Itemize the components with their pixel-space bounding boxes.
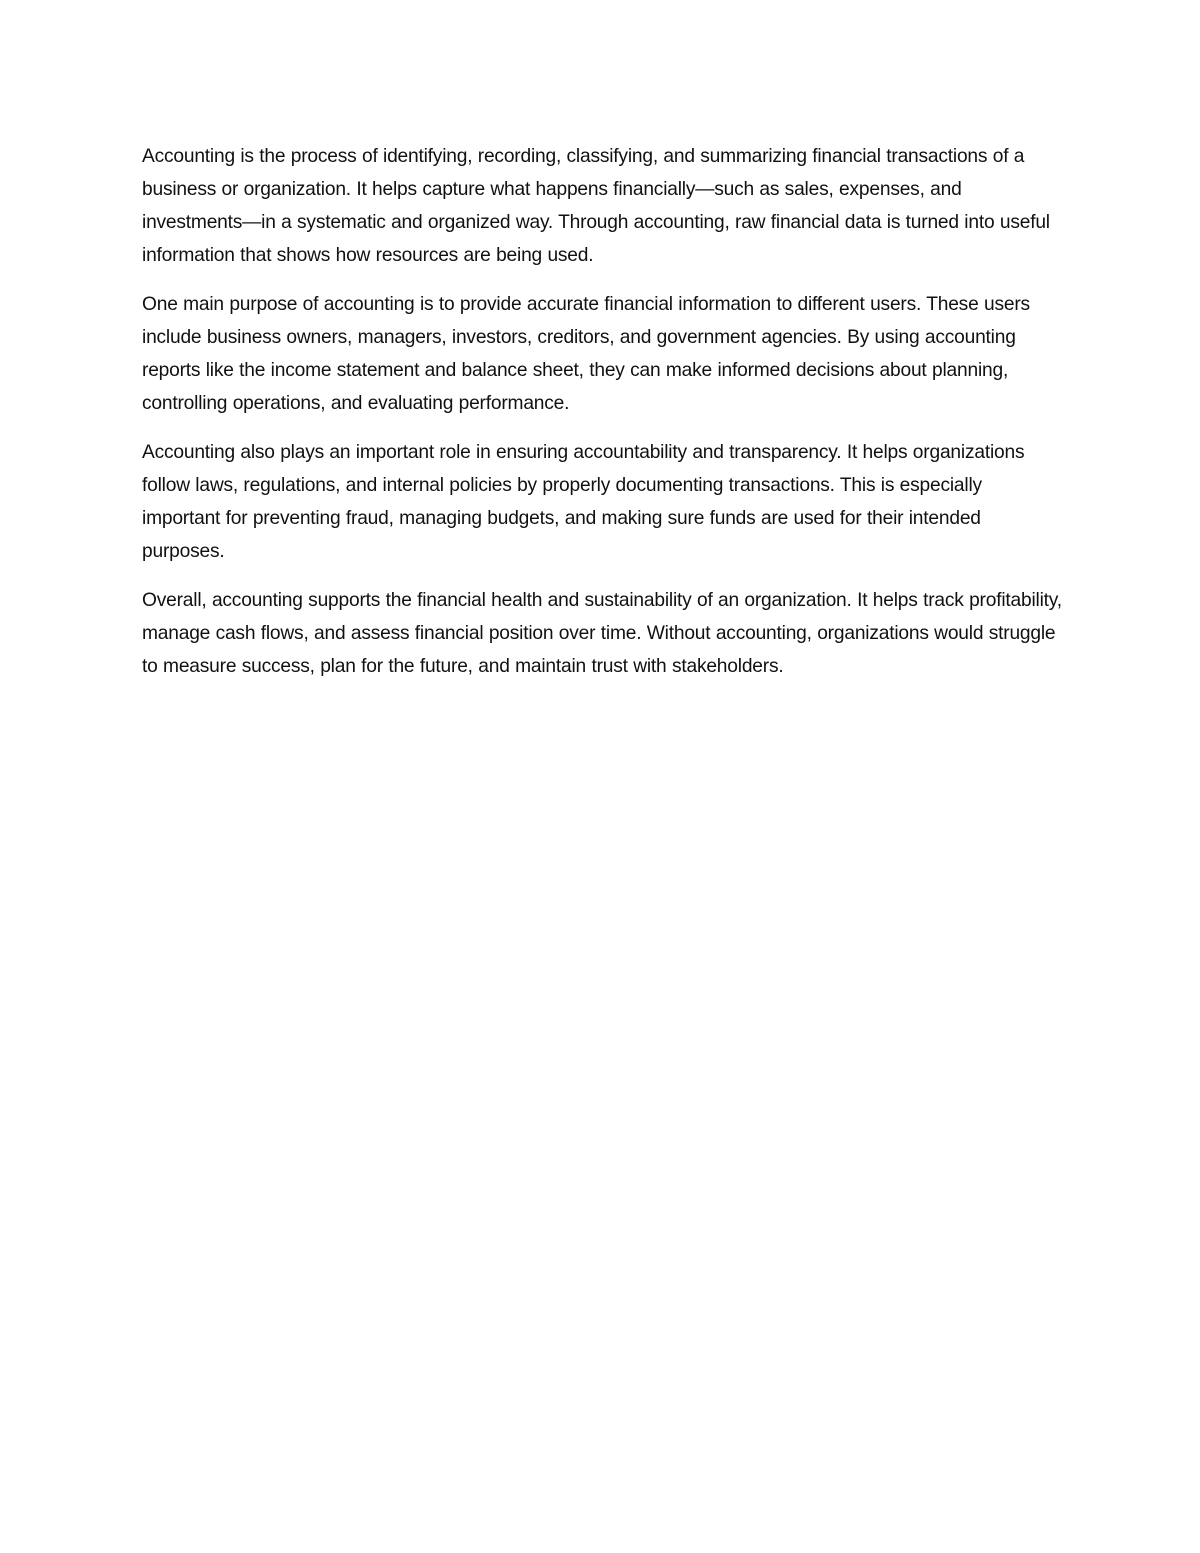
paragraph-overall: Overall, accounting supports the financial health and sustainability of an organization. It helps track profitability, manage cash flows, and assess financial position over time. Without accounting, organizations would struggle to measure success, plan for the future, and maintain trust with stakeholders. [142,590,1062,677]
document-body [142,140,1062,699]
paragraph-purpose: One main purpose of accounting is to provide accurate financial information to different users. These users include business owners, managers, investors, creditors, and government agencies. By using accounting reports like the income statement and balance sheet, they can make informed decisions about planning, controlling operations, and evaluating performance. [142,294,1030,414]
paragraph-definition: Accounting is the process of identifying, recording, classifying, and summarizing financial transactions of a business or organization. It helps capture what happens financially—such as sales, expenses, and investments—in a systematic and organized way. Through accounting, raw financial data is turned into useful information that shows how resources are being used. [142,146,1050,266]
paragraph-accountability: Accounting also plays an important role in ensuring accountability and transparency. It helps organizations follow laws, regulations, and internal policies by properly documenting transactions. This is especially important for preventing fraud, managing budgets, and making sure funds are used for their intended purposes. [142,442,1025,562]
